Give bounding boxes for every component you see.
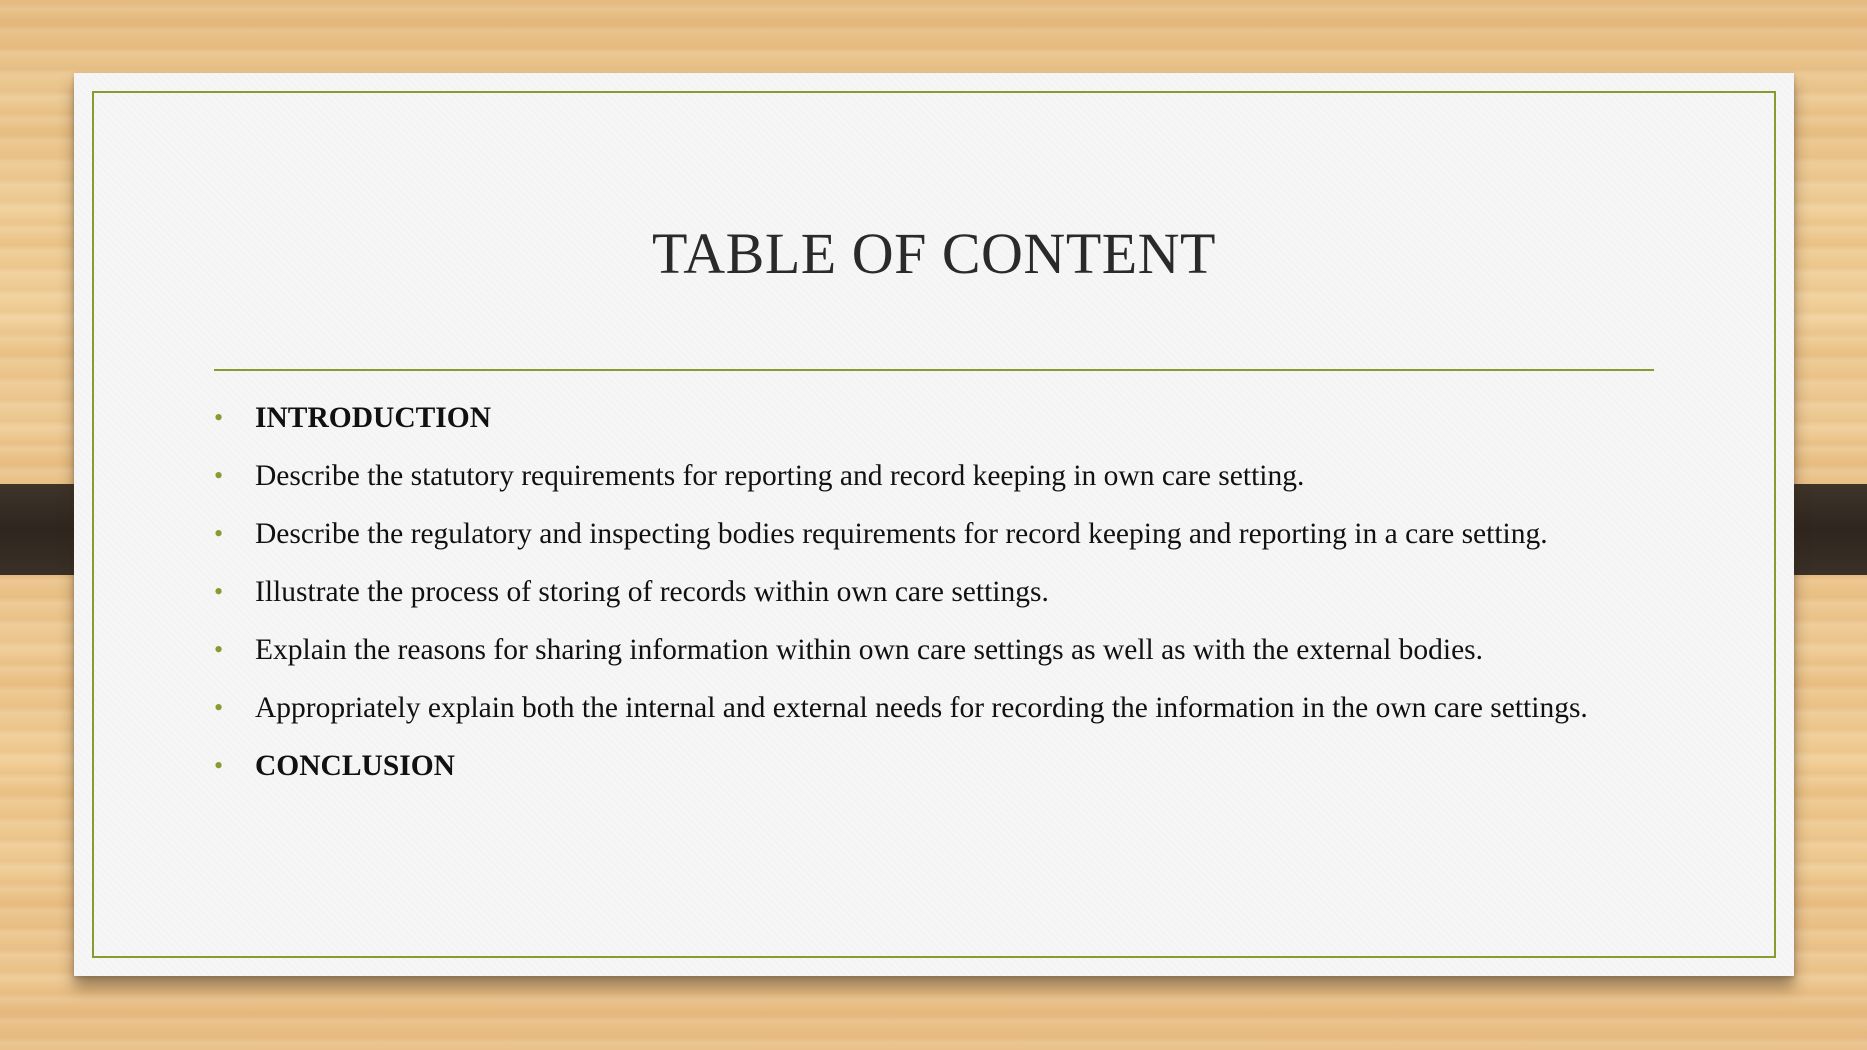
toc-item-introduction	[214, 398, 1652, 438]
slide-title: TABLE OF CONTENT	[652, 221, 1216, 286]
bullet-icon: •	[214, 577, 224, 606]
toc-list	[214, 398, 1652, 804]
toc-item-text: Appropriately explain both the internal and external needs for recording the information in the own care settings.	[255, 692, 1588, 724]
toc-item-text: Illustrate the process of storing of records within own care settings.	[255, 576, 1049, 608]
toc-item-text: CONCLUSION	[255, 750, 455, 782]
bullet-icon: •	[214, 403, 224, 432]
toc-item-text: Explain the reasons for sharing information within own care settings as well as with the external bodies.	[255, 634, 1484, 666]
bullet-icon: •	[214, 519, 224, 548]
toc-item-conclusion	[214, 746, 1652, 786]
toc-item-storing-records	[214, 572, 1652, 612]
bullet-icon: •	[214, 461, 224, 490]
toc-item-regulatory-bodies	[214, 514, 1652, 554]
toc-item-text: Describe the statutory requirements for reporting and record keeping in own care setting.	[255, 460, 1305, 492]
slide-card	[74, 73, 1794, 976]
bullet-icon: •	[214, 635, 224, 664]
toc-item-recording-needs	[214, 688, 1652, 728]
toc-item-sharing-information	[214, 630, 1652, 670]
toc-item-statutory-requirements	[214, 456, 1652, 496]
toc-item-text: Describe the regulatory and inspecting bodies requirements for record keeping and reporting in a care setting.	[255, 518, 1548, 550]
toc-item-text: INTRODUCTION	[255, 402, 492, 434]
bullet-icon: •	[214, 693, 224, 722]
title-divider	[214, 369, 1654, 371]
bullet-icon: •	[214, 751, 224, 780]
